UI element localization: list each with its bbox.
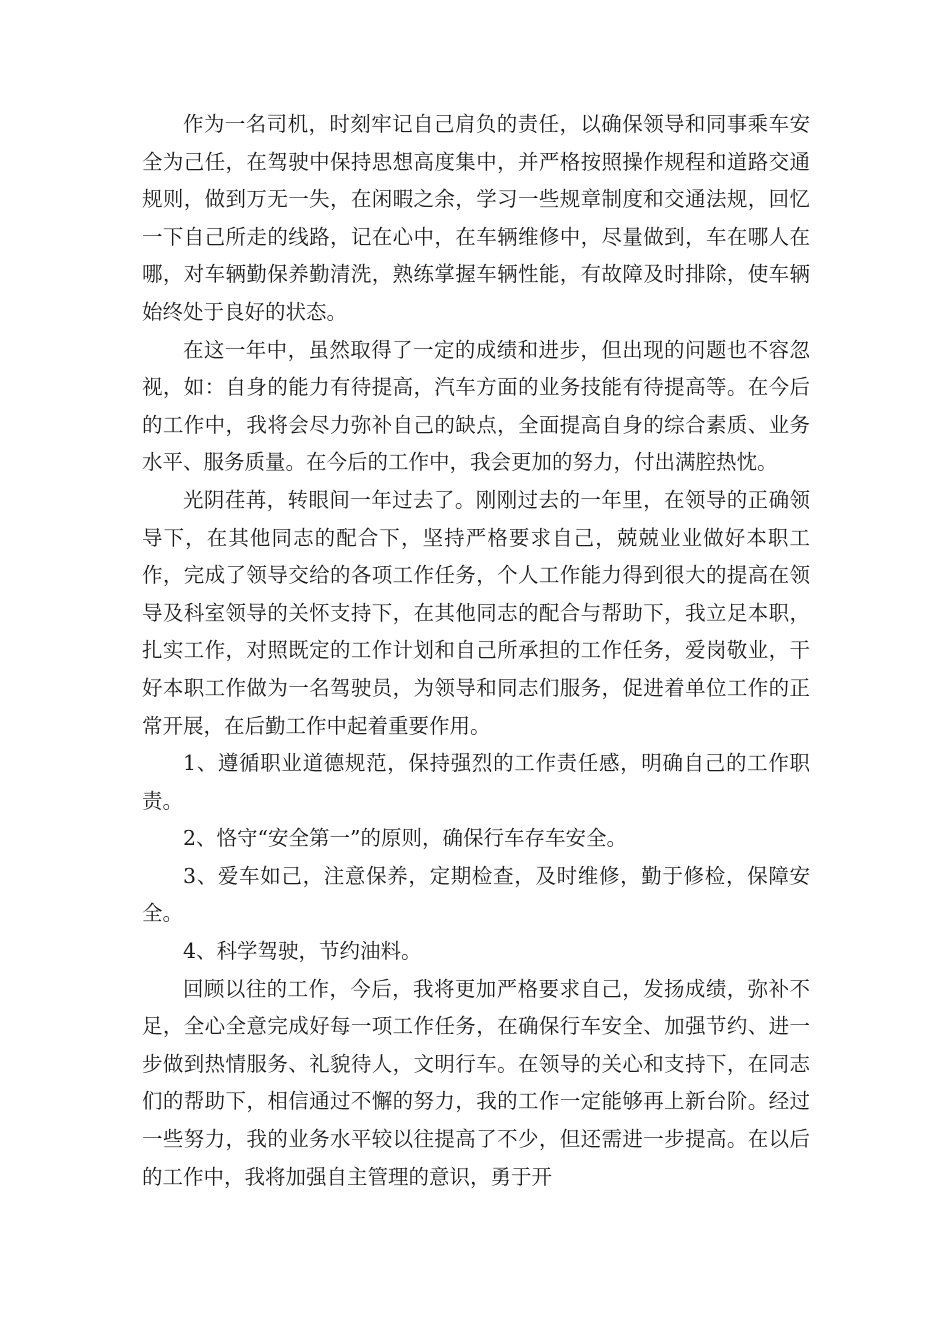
list-item-3: 3、爱车如己，注意保养，定期检查，及时维修，勤于修检，保障安全。 <box>142 863 810 926</box>
list-item-4: 4、科学驾驶，节约油料。 <box>183 939 422 964</box>
document-body <box>142 106 810 1196</box>
paragraph-2: 在这一年中，虽然取得了一定的成绩和进步，但出现的问题也不容忽视，如：自身的能力有待提高，汽车方面的业务技能有待提高等。在今后的工作中，我将会尽力弥补自己的缺点，全面提高自身的综合素质、业务水平、服务质量。在今后的工作中，我会更加的努力，付出满腔热忱。 <box>142 337 810 475</box>
paragraph-4: 回顾以往的工作，今后，我将更加严格要求自己，发扬成绩，弥补不足，全心全意完成好每一项工作任务，在确保行车安全、加强节约、进一步做到热情服务、礼貌待人，文明行车。在领导的关心和支持下，在同志们的帮助下，相信通过不懈的努力，我的工作一定能够再上新台阶。经过一些努力，我的业务水平较以往提高了不少，但还需进一步提高。在以后的工作中，我将加强自主管理的意识，勇于开 <box>142 976 810 1189</box>
paragraph-1: 作为一名司机，时刻牢记自己肩负的责任，以确保领导和同事乘车安全为己任，在驾驶中保持思想高度集中，并严格按照操作规程和道路交通规则，做到万无一失，在闲暇之余，学习一些规章制度和交通法规，回忆一下自己所走的线路，记在心中，在车辆维修中，尽量做到，车在哪人在哪，对车辆勤保养勤清洗，熟练掌握车辆性能，有故障及时排除，使车辆始终处于良好的状态。 <box>142 112 810 324</box>
paragraph-3: 光阴荏苒，转眼间一年过去了。刚刚过去的一年里，在领导的正确领导下，在其他同志的配合下，坚持严格要求自己，兢兢业业做好本职工作，完成了领导交给的各项工作任务，个人工作能力得到很大的提高在领导及科室领导的关怀支持下，在其他同志的配合与帮助下，我立足本职，扎实工作，对照既定的工作计划和自己所承担的工作任务，爱岗敬业，干好本职工作做为一名驾驶员，为领导和同志们服务，促进着单位工作的正常开展，在后勤工作中起着重要作用。 <box>142 487 810 738</box>
list-item-2: 2、恪守“安全第一”的原则，确保行车存车安全。 <box>183 826 628 851</box>
list-item-1: 1、遵循职业道德规范，保持强烈的工作责任感，明确自己的工作职责。 <box>142 751 810 813</box>
